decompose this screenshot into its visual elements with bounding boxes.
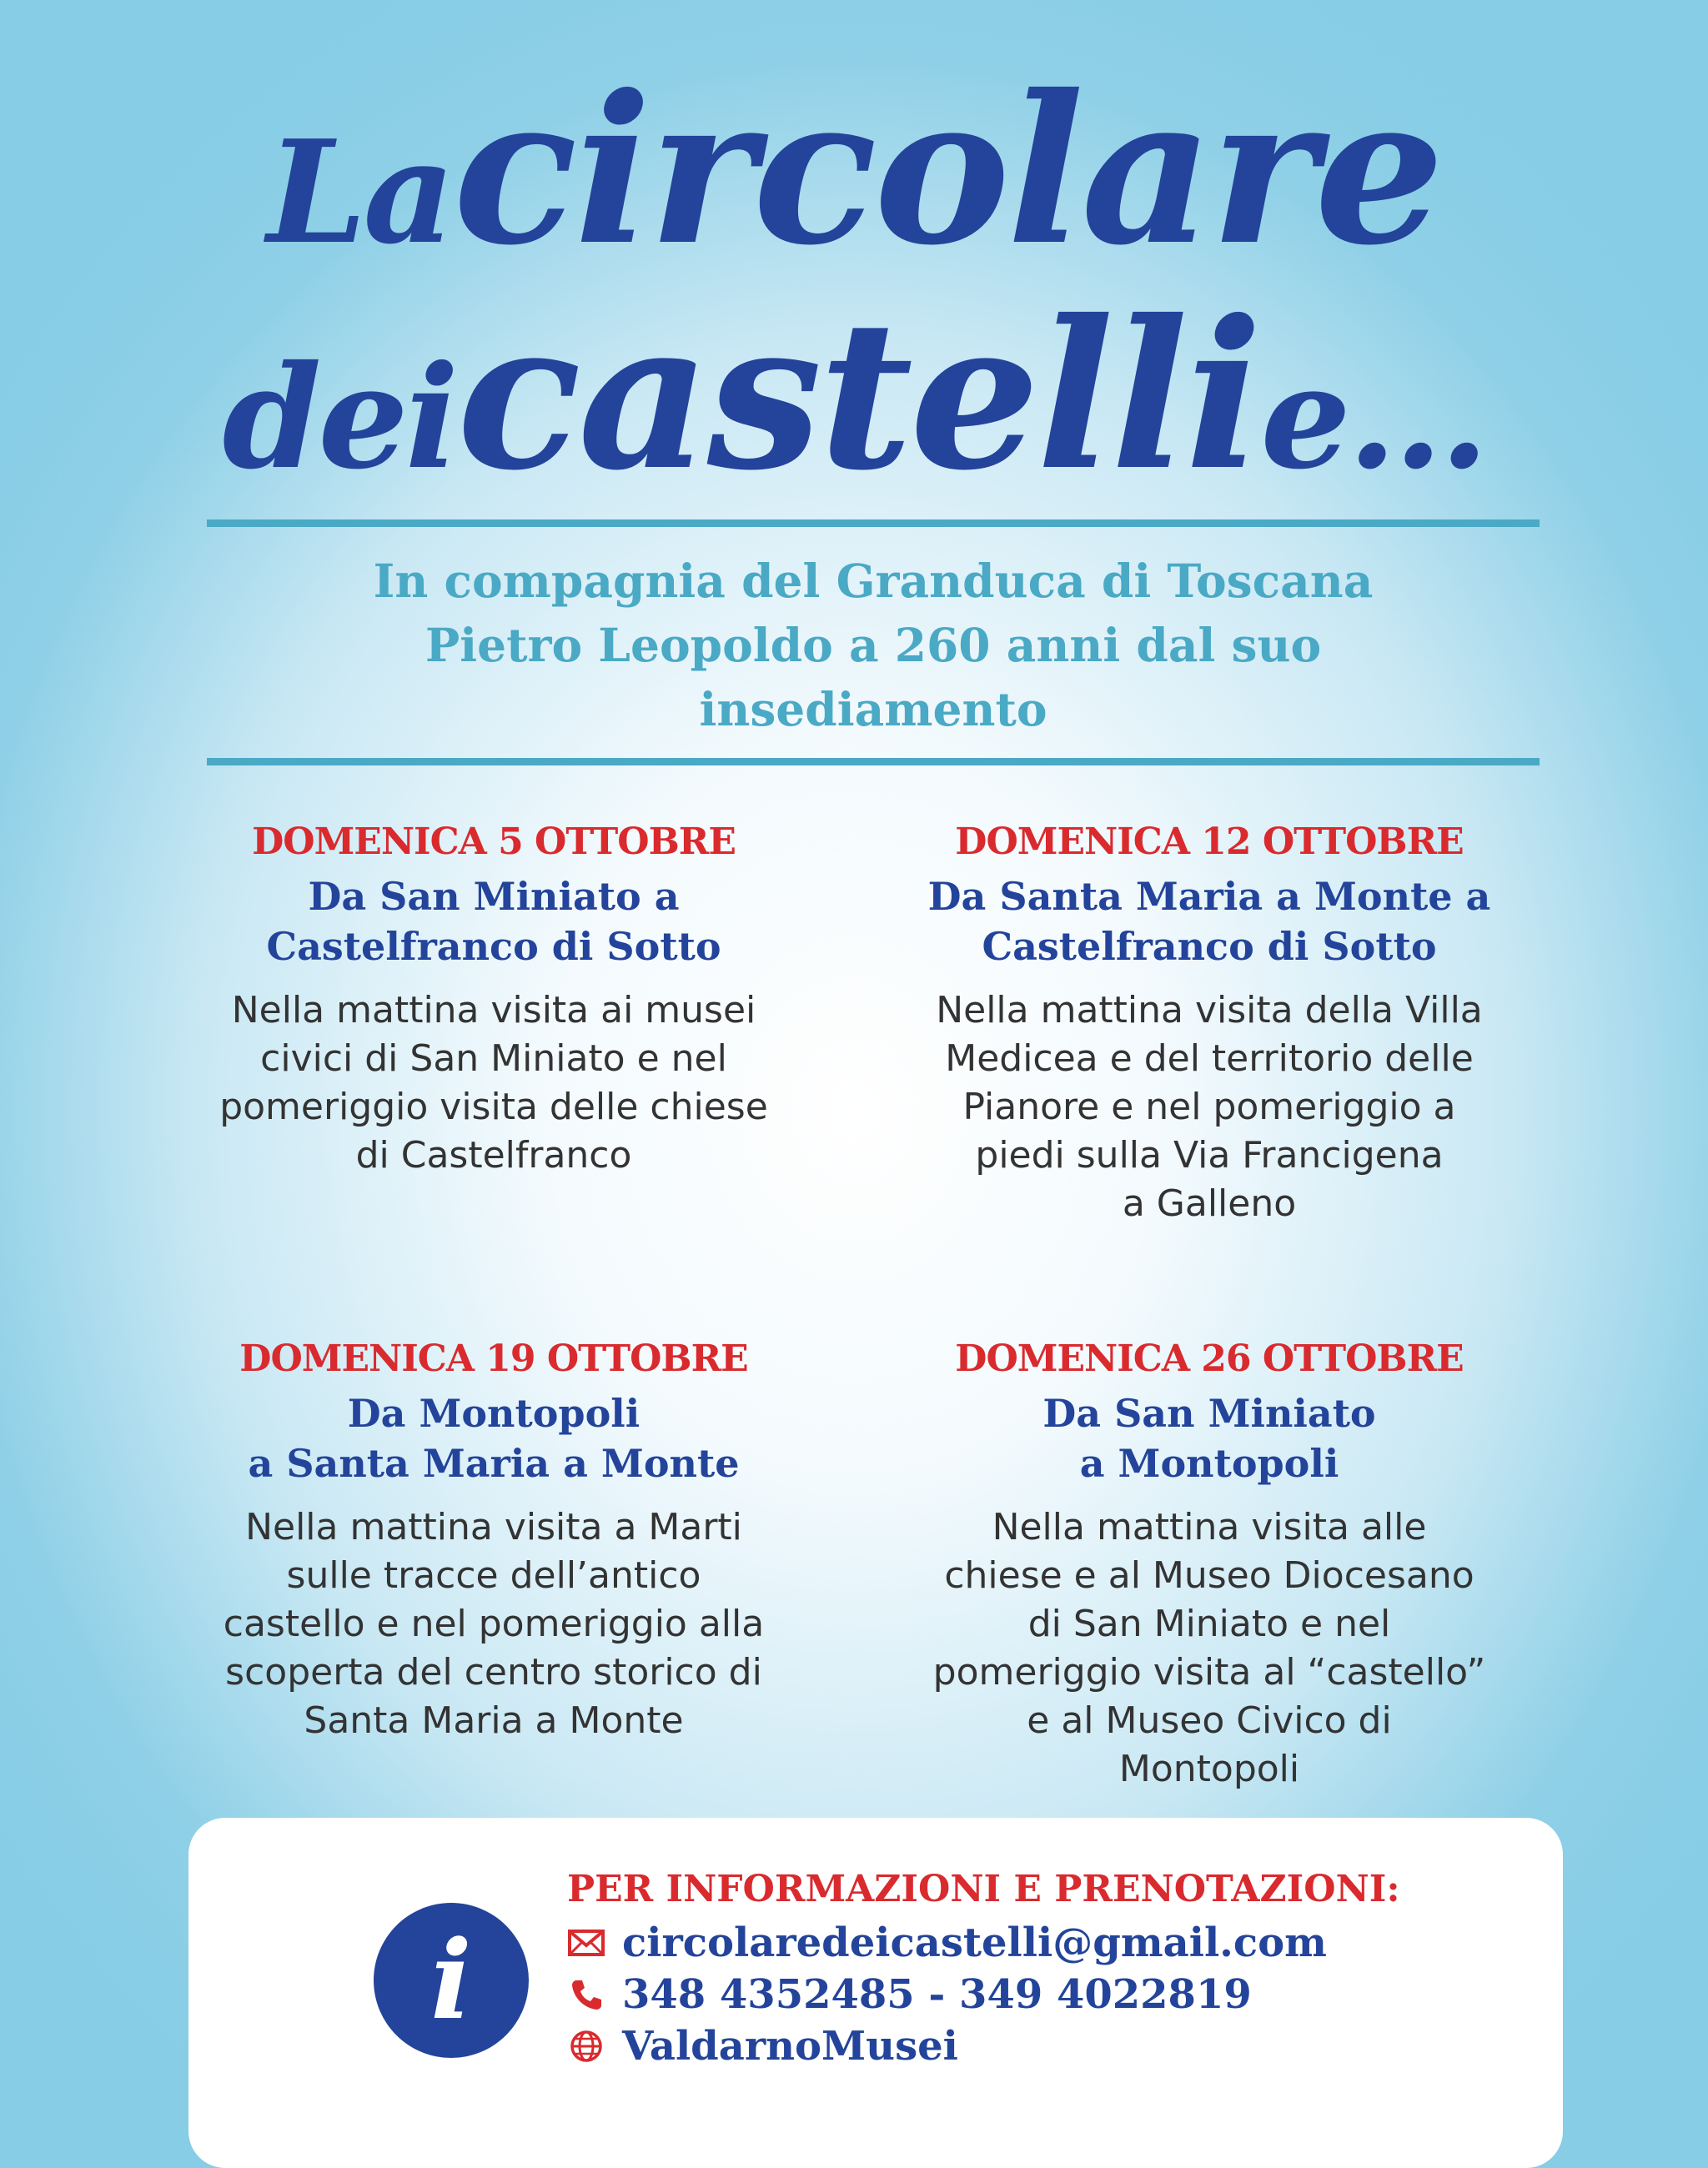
event-description: Nella mattina visita a Marti sulle tracce dell’antico castello e nel pomeriggio alla scoperta del centro storico di Santa Maria a Monte [223,1506,765,1742]
info-heading: PER INFORMAZIONI E PRENOTAZIONI: [567,1868,1400,1910]
info-icon: i [374,1903,529,2058]
event-date: DOMENICA 12 OTTOBRE [955,821,1464,863]
poster-title-line-1 [0,50,1708,290]
envelope-icon [567,1924,605,1962]
event-description: Nella mattina visita della Villa Medicea e del territorio delle Pianore e nel pomeriggio a piedi sulla Via Francigena a Galleno [936,989,1483,1225]
title-word-la: La [267,109,452,276]
event-3 [152,1330,836,1745]
event-route: Da Santa Maria a Monte a Castelfranco di Sotto [927,874,1491,969]
contact-email[interactable]: circolaredeicastelli@gmail.com [622,1920,1327,1966]
event-route: Da San Miniato a Montopoli [1042,1391,1376,1486]
event-2 [867,813,1551,1228]
phone-icon [567,1975,605,2014]
title-word-e: e... [1260,334,1486,501]
poster-title-line-2 [0,275,1708,515]
contact-web[interactable]: ValdarnoMusei [622,2023,958,2070]
event-1 [152,813,836,1180]
bottom-divider [207,758,1540,765]
subtitle: In compagnia del Granduca di Toscana Pietro Leopoldo a 260 anni dal suo insediamento [373,554,1374,736]
event-route: Da Montopoli a Santa Maria a Monte [248,1391,740,1486]
event-description: Nella mattina visita alle chiese e al Museo Diocesano di San Miniato e nel pomeriggio visita al “castello” e al Museo Civico di Montopoli [932,1506,1486,1790]
event-description: Nella mattina visita ai musei civici di San Miniato e nel pomeriggio visita delle chiese di Castelfranco [219,989,768,1177]
event-4 [867,1330,1551,1794]
title-word-castelli: castelli [456,275,1259,515]
contact-email-row[interactable] [567,1918,1327,1968]
contact-phone-row[interactable] [567,1970,1252,2020]
event-date: DOMENICA 19 OTTOBRE [239,1337,748,1380]
event-route: Da San Miniato a Castelfranco di Sotto [266,874,721,969]
contact-phone[interactable]: 348 4352485 - 349 4022819 [622,1971,1252,2018]
event-date: DOMENICA 5 OTTOBRE [252,821,736,863]
globe-icon [567,2027,605,2065]
contact-web-row[interactable] [567,2021,958,2071]
event-date: DOMENICA 26 OTTOBRE [955,1337,1464,1380]
title-word-dei: dei [222,334,456,501]
top-divider [207,519,1540,527]
title-word-circolare: circolare [453,50,1441,290]
